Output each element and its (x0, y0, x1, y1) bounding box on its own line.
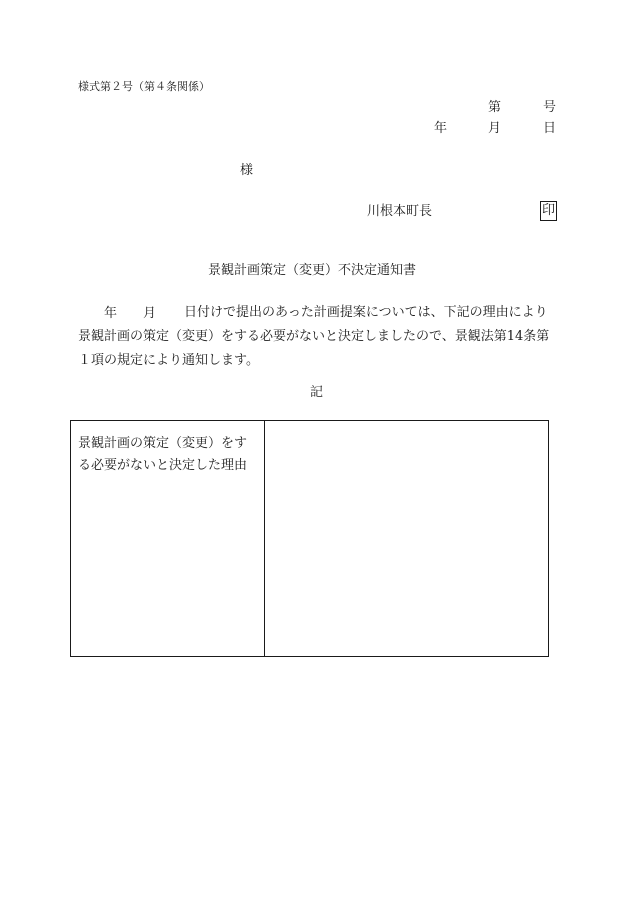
document-title: 景観計画策定（変更）不決定通知書 (208, 263, 417, 278)
body-year-label: 年 (104, 306, 118, 321)
reason-table (70, 420, 549, 657)
reason-value (265, 421, 548, 433)
seal-mark: 印 (540, 201, 557, 221)
ki-heading: 記 (310, 385, 324, 400)
date-month-label: 月 (488, 121, 502, 136)
date-day-label: 日 (543, 121, 557, 136)
document-number-suffix: 号 (543, 100, 557, 115)
table-row (71, 421, 549, 657)
date-year-label: 年 (434, 121, 448, 136)
body-text (78, 301, 558, 373)
sender-title: 川根本町長 (367, 204, 433, 219)
reason-value-cell (265, 421, 549, 657)
reason-label-cell (71, 421, 265, 657)
form-number: 様式第２号（第４条関係） (78, 80, 210, 93)
document-number-prefix: 第 (488, 100, 502, 115)
recipient-suffix: 様 (240, 163, 254, 178)
reason-label: 景観計画の策定（変更）をする必要がないと決定した理由 (78, 436, 248, 473)
body-month-label: 月 (143, 306, 157, 321)
body-paragraph: 日付けで提出のあった計画提案については、下記の理由により景観計画の策定（変更）をする必要がないと決定しましたので、景観法第14条第１項の規定により通知します。 (78, 305, 550, 368)
